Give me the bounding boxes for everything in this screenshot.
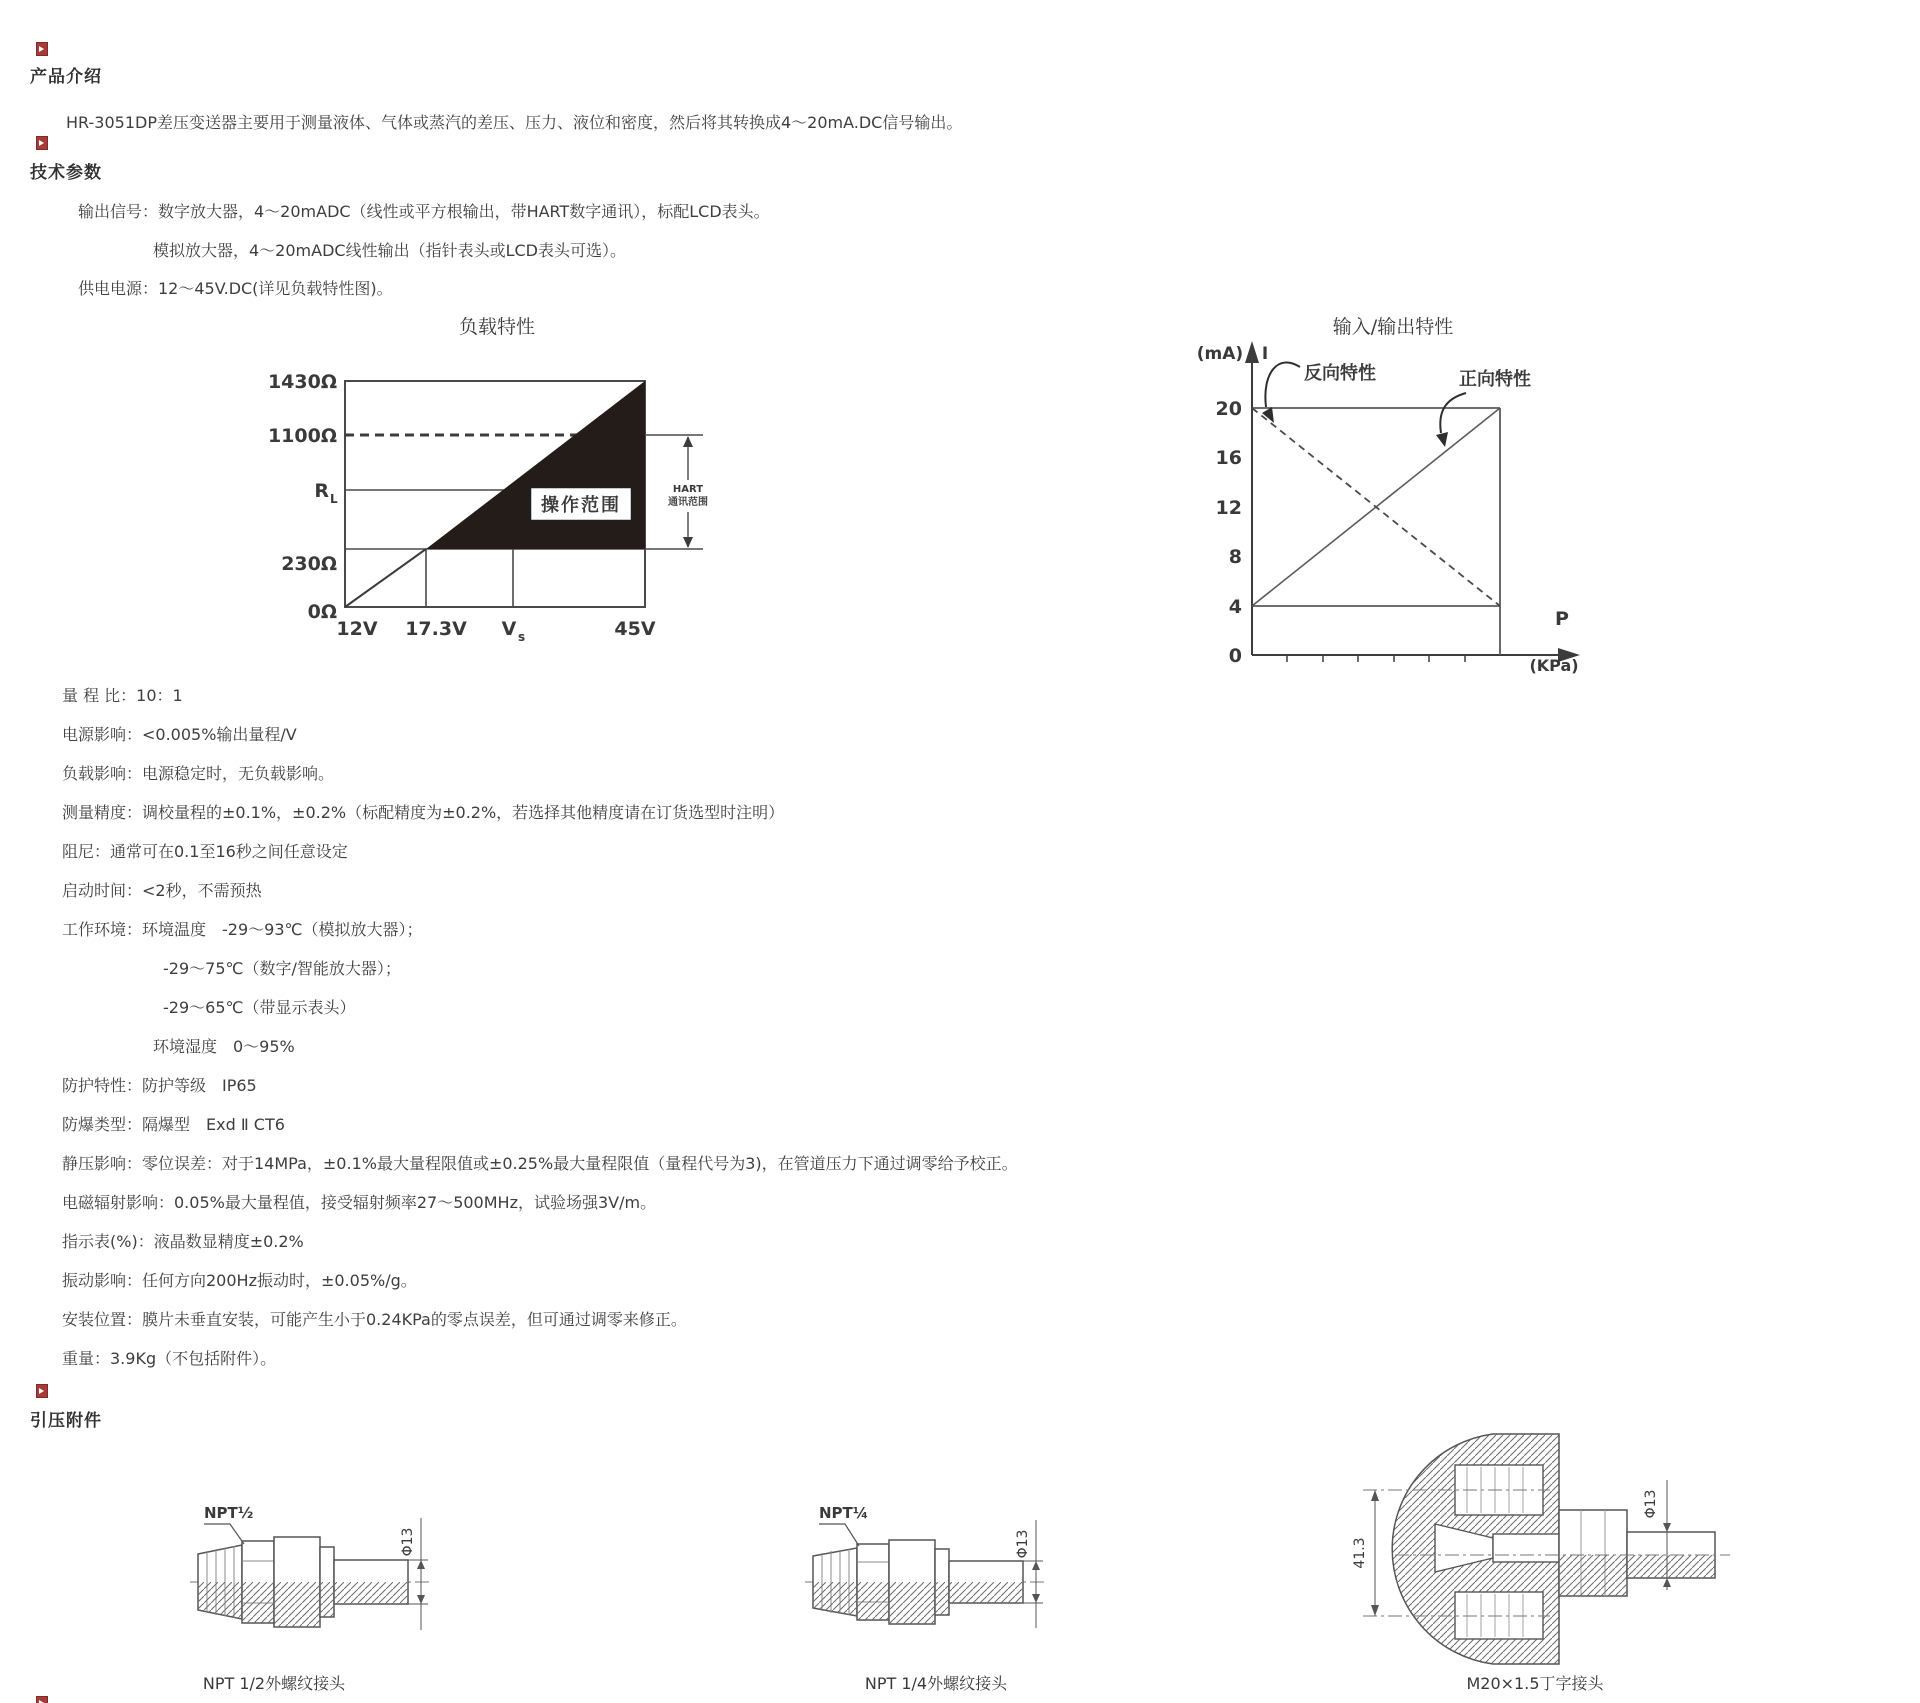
hart-arrow-down (683, 537, 693, 548)
thread-size-label: NPT¼ (819, 1504, 869, 1522)
hatch-region (935, 1582, 949, 1615)
dim-arrow (1032, 1594, 1040, 1603)
m20-tee-fitting-drawing (1335, 1428, 1735, 1673)
reverse-arrowhead (1262, 407, 1274, 423)
leader-line (204, 1524, 244, 1544)
operating-range-label: 操作范围 (541, 495, 621, 516)
ytick-16: 16 (1215, 447, 1242, 469)
section-marker-icon (36, 136, 48, 150)
spec-static-pressure: 静压影响：零位误差：对于14MPa，±0.1%最大量程限值或±0.25%最大量程限值（量程代号为3)，在管道压力下通过调零给予校正。 (62, 1154, 1018, 1173)
spec-vibration: 振动影响：任何方向200Hz振动时，±0.05%/g。 (62, 1271, 417, 1290)
ytick-rl: R (314, 480, 329, 502)
chart-title: 输入/输出特性 (1332, 316, 1454, 338)
dim-arrow (1371, 1490, 1379, 1501)
section-marker-icon (36, 1384, 48, 1398)
intro-body-text: HR-3051DP差压变送器主要用于测量液体、气体或蒸汽的差压、压力、液位和密度，然后将其转换成4～20mA.DC信号输出。 (66, 113, 963, 132)
hart-arrow-up (683, 436, 693, 447)
leader-line (819, 1524, 859, 1546)
spec-temp-digital: -29～75℃（数字/智能放大器）； (163, 959, 401, 978)
spec-emi: 电磁辐射影响：0.05%最大量程值，接受辐射频率27～500MHz，试验场强3V/m。 (62, 1193, 657, 1212)
fittings-section-title: 引压附件 (30, 1411, 102, 1431)
y-unit-label: (mA) (1196, 344, 1244, 364)
hatch-region (198, 1582, 242, 1619)
fitting-caption: M20×1.5丁字接头 (1466, 1674, 1604, 1693)
hatch-region (1627, 1555, 1715, 1578)
xtick-vs-sub: s (518, 630, 526, 644)
reverse-arrow-curve (1265, 362, 1300, 407)
spec-humidity: 环境湿度 0～95% (153, 1037, 295, 1056)
x-symbol-label: P (1555, 608, 1569, 630)
chart-title: 负载特性 (458, 316, 536, 338)
ytick-230: 230Ω (281, 553, 337, 575)
section-marker-icon (36, 42, 48, 56)
spec-work-env: 工作环境：环境温度 -29～93℃（模拟放大器）； (62, 920, 423, 939)
hatch-region (274, 1582, 320, 1627)
dim-arrow (1032, 1561, 1040, 1570)
npt-quarter-fitting-drawing (805, 1498, 1055, 1648)
spec-damping: 阻尼：通常可在0.1至16秒之间任意设定 (62, 842, 348, 861)
section-marker-icon (36, 1696, 48, 1703)
npt-half-fitting-drawing (190, 1498, 440, 1648)
input-output-characteristic-chart (1150, 295, 1630, 690)
spec-load-effect: 负载影响：电源稳定时，无负载影响。 (62, 764, 335, 783)
tech-line-power-supply: 供电电源：12～45V.DC(详见负载特性图)。 (78, 279, 393, 298)
hatch-region (320, 1582, 334, 1617)
ytick-12: 12 (1215, 497, 1242, 519)
dim-arrow (1663, 1523, 1671, 1532)
spec-accuracy: 测量精度：调校量程的±0.1%，±0.2%（标配精度为±0.2%，若选择其他精度请在订货选型时注明） (62, 803, 785, 822)
x-unit-label: (KPa) (1529, 656, 1579, 675)
hatch-region (813, 1582, 857, 1616)
ytick-0: 0Ω (307, 601, 337, 623)
load-characteristic-chart (235, 295, 735, 660)
operating-region-area (426, 381, 645, 549)
xtick-vs: V (501, 618, 517, 640)
ytick-1100: 1100Ω (267, 425, 337, 447)
tech-line-output-signal: 输出信号：数字放大器，4～20mADC（线性或平方根输出，带HART数字通讯），标配LCD表头。 (78, 202, 770, 221)
tech-section-title: 技术参数 (30, 163, 102, 183)
ytick-8: 8 (1228, 546, 1242, 568)
hatch-region (949, 1582, 1023, 1603)
spec-explosion-proof: 防爆类型：隔爆型 Exd Ⅱ CT6 (62, 1115, 285, 1134)
spec-mounting: 安装位置：膜片未垂直安装，可能产生小于0.24KPa的零点误差，但可通过调零来修正。 (62, 1310, 687, 1329)
forward-arrowhead (1436, 432, 1448, 447)
dim-arrow (1663, 1578, 1671, 1587)
y-axis-arrow (1245, 341, 1259, 363)
thread-size-label: NPT½ (204, 1504, 254, 1522)
ytick-4: 4 (1228, 596, 1242, 618)
spec-indicator: 指示表(%)：液晶数显精度±0.2% (62, 1232, 304, 1251)
diameter-label: Φ13 (1643, 1489, 1659, 1519)
ytick-20: 20 (1215, 398, 1242, 420)
dim-arrow (1371, 1605, 1379, 1616)
tech-line-analog-amp: 模拟放大器，4～20mADC线性输出（指针表头或LCD表头可选）。 (153, 241, 626, 260)
xtick-12v: 12V (336, 618, 378, 640)
channel-cutout (1493, 1534, 1559, 1562)
forward-label: 正向特性 (1459, 369, 1531, 390)
intro-section-title: 产品介绍 (30, 67, 102, 87)
spec-startup-time: 启动时间：<2秒，不需预热 (62, 881, 262, 900)
spec-temp-display: -29～65℃（带显示表头） (163, 998, 356, 1017)
load-line (345, 549, 426, 607)
xtick-17v: 17.3V (405, 618, 467, 640)
ytick-1430: 1430Ω (267, 371, 337, 393)
hatch-region (857, 1582, 889, 1620)
hart-label-line1: HART (672, 484, 704, 495)
dim-arrow (417, 1595, 425, 1604)
spec-weight: 重量：3.9Kg（不包括附件）。 (62, 1349, 277, 1368)
spec-power-effect: 电源影响：<0.005%输出量程/V (62, 725, 297, 744)
spec-protection: 防护特性：防护等级 IP65 (62, 1076, 257, 1095)
fitting-caption: NPT 1/2外螺纹接头 (202, 1674, 346, 1693)
forward-arrow-curve (1440, 393, 1466, 433)
y-symbol-label: I (1261, 344, 1269, 364)
dim-arrow (417, 1560, 425, 1569)
hatch-region (1559, 1555, 1627, 1596)
reverse-label: 反向特性 (1304, 363, 1376, 384)
xtick-45v: 45V (614, 618, 656, 640)
ytick-0: 0 (1228, 645, 1242, 667)
diameter-label: Φ13 (400, 1527, 416, 1557)
fitting-caption: NPT 1/4外螺纹接头 (864, 1674, 1008, 1693)
spec-range-ratio: 量 程 比：10：1 (62, 686, 183, 705)
hatch-region (334, 1582, 408, 1604)
ytick-rl-sub: L (330, 492, 338, 506)
height-label: 41.3 (1352, 1537, 1368, 1569)
hatch-region (242, 1582, 274, 1623)
hart-label-line2: 通讯范围 (668, 497, 708, 508)
hatch-region (889, 1582, 935, 1624)
diameter-label: Φ13 (1015, 1529, 1031, 1559)
